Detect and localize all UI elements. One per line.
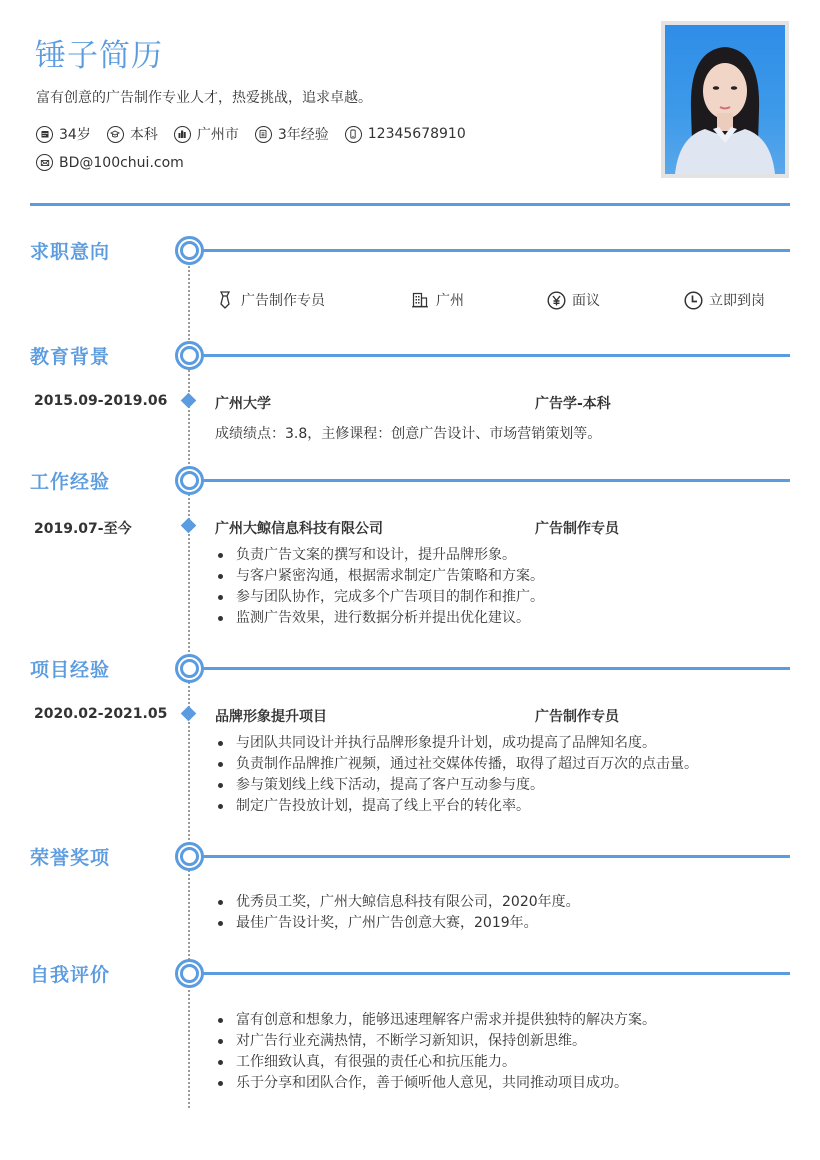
- education-school: 广州大学: [215, 396, 271, 412]
- list-item: 与团队共同设计并执行品牌形象提升计划，成功提高了品牌知名度。: [218, 733, 698, 754]
- section-title-work: 工作经验: [30, 471, 111, 493]
- section-divider: [203, 479, 790, 482]
- list-item: 负责广告文案的撰写和设计，提升品牌形象。: [218, 545, 544, 566]
- section-node-icon: [175, 341, 204, 370]
- section-divider: [203, 972, 790, 975]
- project-name: 品牌形象提升项目: [215, 709, 327, 725]
- list-item: 制定广告投放计划，提高了线上平台的转化率。: [218, 796, 698, 817]
- education-description: 成绩绩点：3.8，主修课程：创意广告设计、市场营销策划等。: [215, 426, 602, 442]
- info-experience: [255, 124, 329, 144]
- list-item: 监测广告效果，进行数据分析并提出优化建议。: [218, 608, 544, 629]
- info-degree-text: 本科: [129, 127, 158, 143]
- list-item: 乐于分享和团队合作，善于倾听他人意见，共同推动项目成功。: [218, 1073, 656, 1094]
- intent-city-text: 广州: [436, 293, 464, 309]
- info-email: [36, 154, 184, 171]
- section-title-self-evaluation: 自我评价: [30, 964, 111, 986]
- document-icon: [255, 126, 272, 143]
- mail-icon: [36, 154, 53, 171]
- info-phone-text: 12345678910: [367, 126, 466, 142]
- info-email-text: BD@100chui.com: [59, 154, 184, 171]
- intent-salary-text: 面议: [572, 293, 600, 309]
- intent-position: [218, 290, 325, 310]
- project-role: 广告制作专员: [535, 709, 619, 725]
- photo-image: [665, 25, 785, 174]
- phone-icon: [345, 126, 362, 143]
- education-date: 2015.09-2019.06: [34, 393, 168, 409]
- work-company: 广州大鲸信息科技有限公司: [215, 521, 383, 537]
- work-date: 2019.07-至今: [34, 521, 132, 537]
- header-divider: [30, 203, 790, 206]
- section-node-icon: [175, 466, 204, 495]
- section-node-icon: [175, 236, 204, 265]
- info-city: [174, 124, 239, 144]
- project-bullet-list: [218, 733, 698, 817]
- city-building-icon: [174, 126, 191, 143]
- entry-diamond-icon: [181, 518, 197, 534]
- graduation-cap-icon: [107, 126, 124, 143]
- entry-diamond-icon: [181, 706, 197, 722]
- tagline: 富有创意的广告制作专业人才，热爱挑战，追求卓越。: [36, 90, 372, 106]
- section-node-icon: [175, 654, 204, 683]
- resume-name: 锤子简历: [35, 38, 163, 74]
- honors-bullet-list: [218, 892, 580, 934]
- list-item: 工作细致认真，有很强的责任心和抗压能力。: [218, 1052, 656, 1073]
- personal-info-row: [36, 124, 482, 144]
- section-node-icon: [175, 842, 204, 871]
- section-title-education: 教育背景: [30, 346, 111, 368]
- section-divider: [203, 249, 790, 252]
- section-node-icon: [175, 959, 204, 988]
- profile-photo: [661, 21, 789, 178]
- section-divider: [203, 667, 790, 670]
- list-item: 富有创意和想象力，能够迅速理解客户需求并提供独特的解决方案。: [218, 1010, 656, 1031]
- clock-icon: [684, 291, 703, 310]
- list-item: 与客户紧密沟通，根据需求制定广告策略和方案。: [218, 566, 544, 587]
- info-age: [36, 124, 91, 144]
- info-degree: [107, 124, 158, 144]
- work-bullet-list: [218, 545, 544, 629]
- personal-info-row-2: [36, 154, 200, 171]
- intent-position-text: 广告制作专员: [241, 293, 325, 309]
- section-title-honors: 荣誉奖项: [30, 847, 111, 869]
- work-role: 广告制作专员: [535, 521, 619, 537]
- list-item: 最佳广告设计奖，广州广告创意大赛，2019年。: [218, 913, 580, 934]
- building-icon: [412, 292, 428, 308]
- yen-icon: [547, 291, 566, 310]
- education-major: 广告学-本科: [535, 396, 611, 412]
- info-age-text: 34岁: [59, 127, 91, 143]
- self-evaluation-bullet-list: [218, 1010, 656, 1094]
- section-title-intent: 求职意向: [30, 241, 111, 263]
- info-city-text: 广州市: [196, 127, 239, 143]
- list-item: 参与团队协作，完成多个广告项目的制作和推广。: [218, 587, 544, 608]
- intent-availability-text: 立即到岗: [709, 293, 765, 309]
- section-divider: [203, 855, 790, 858]
- intent-city: [412, 290, 464, 310]
- list-item: 优秀员工奖，广州大鲸信息科技有限公司，2020年度。: [218, 892, 580, 913]
- intent-salary: [547, 290, 600, 310]
- list-item: 负责制作品牌推广视频，通过社交媒体传播，取得了超过百万次的点击量。: [218, 754, 698, 775]
- project-date: 2020.02-2021.05: [34, 706, 168, 722]
- entry-diamond-icon: [181, 393, 197, 409]
- section-title-project: 项目经验: [30, 659, 111, 681]
- calendar-icon: [36, 126, 53, 143]
- intent-availability: [684, 290, 765, 310]
- info-experience-text: 3年经验: [277, 127, 329, 143]
- list-item: 参与策划线上线下活动，提高了客户互动参与度。: [218, 775, 698, 796]
- tie-icon: [218, 291, 232, 309]
- list-item: 对广告行业充满热情，不断学习新知识，保持创新思维。: [218, 1031, 656, 1052]
- section-divider: [203, 354, 790, 357]
- info-phone: [345, 126, 466, 143]
